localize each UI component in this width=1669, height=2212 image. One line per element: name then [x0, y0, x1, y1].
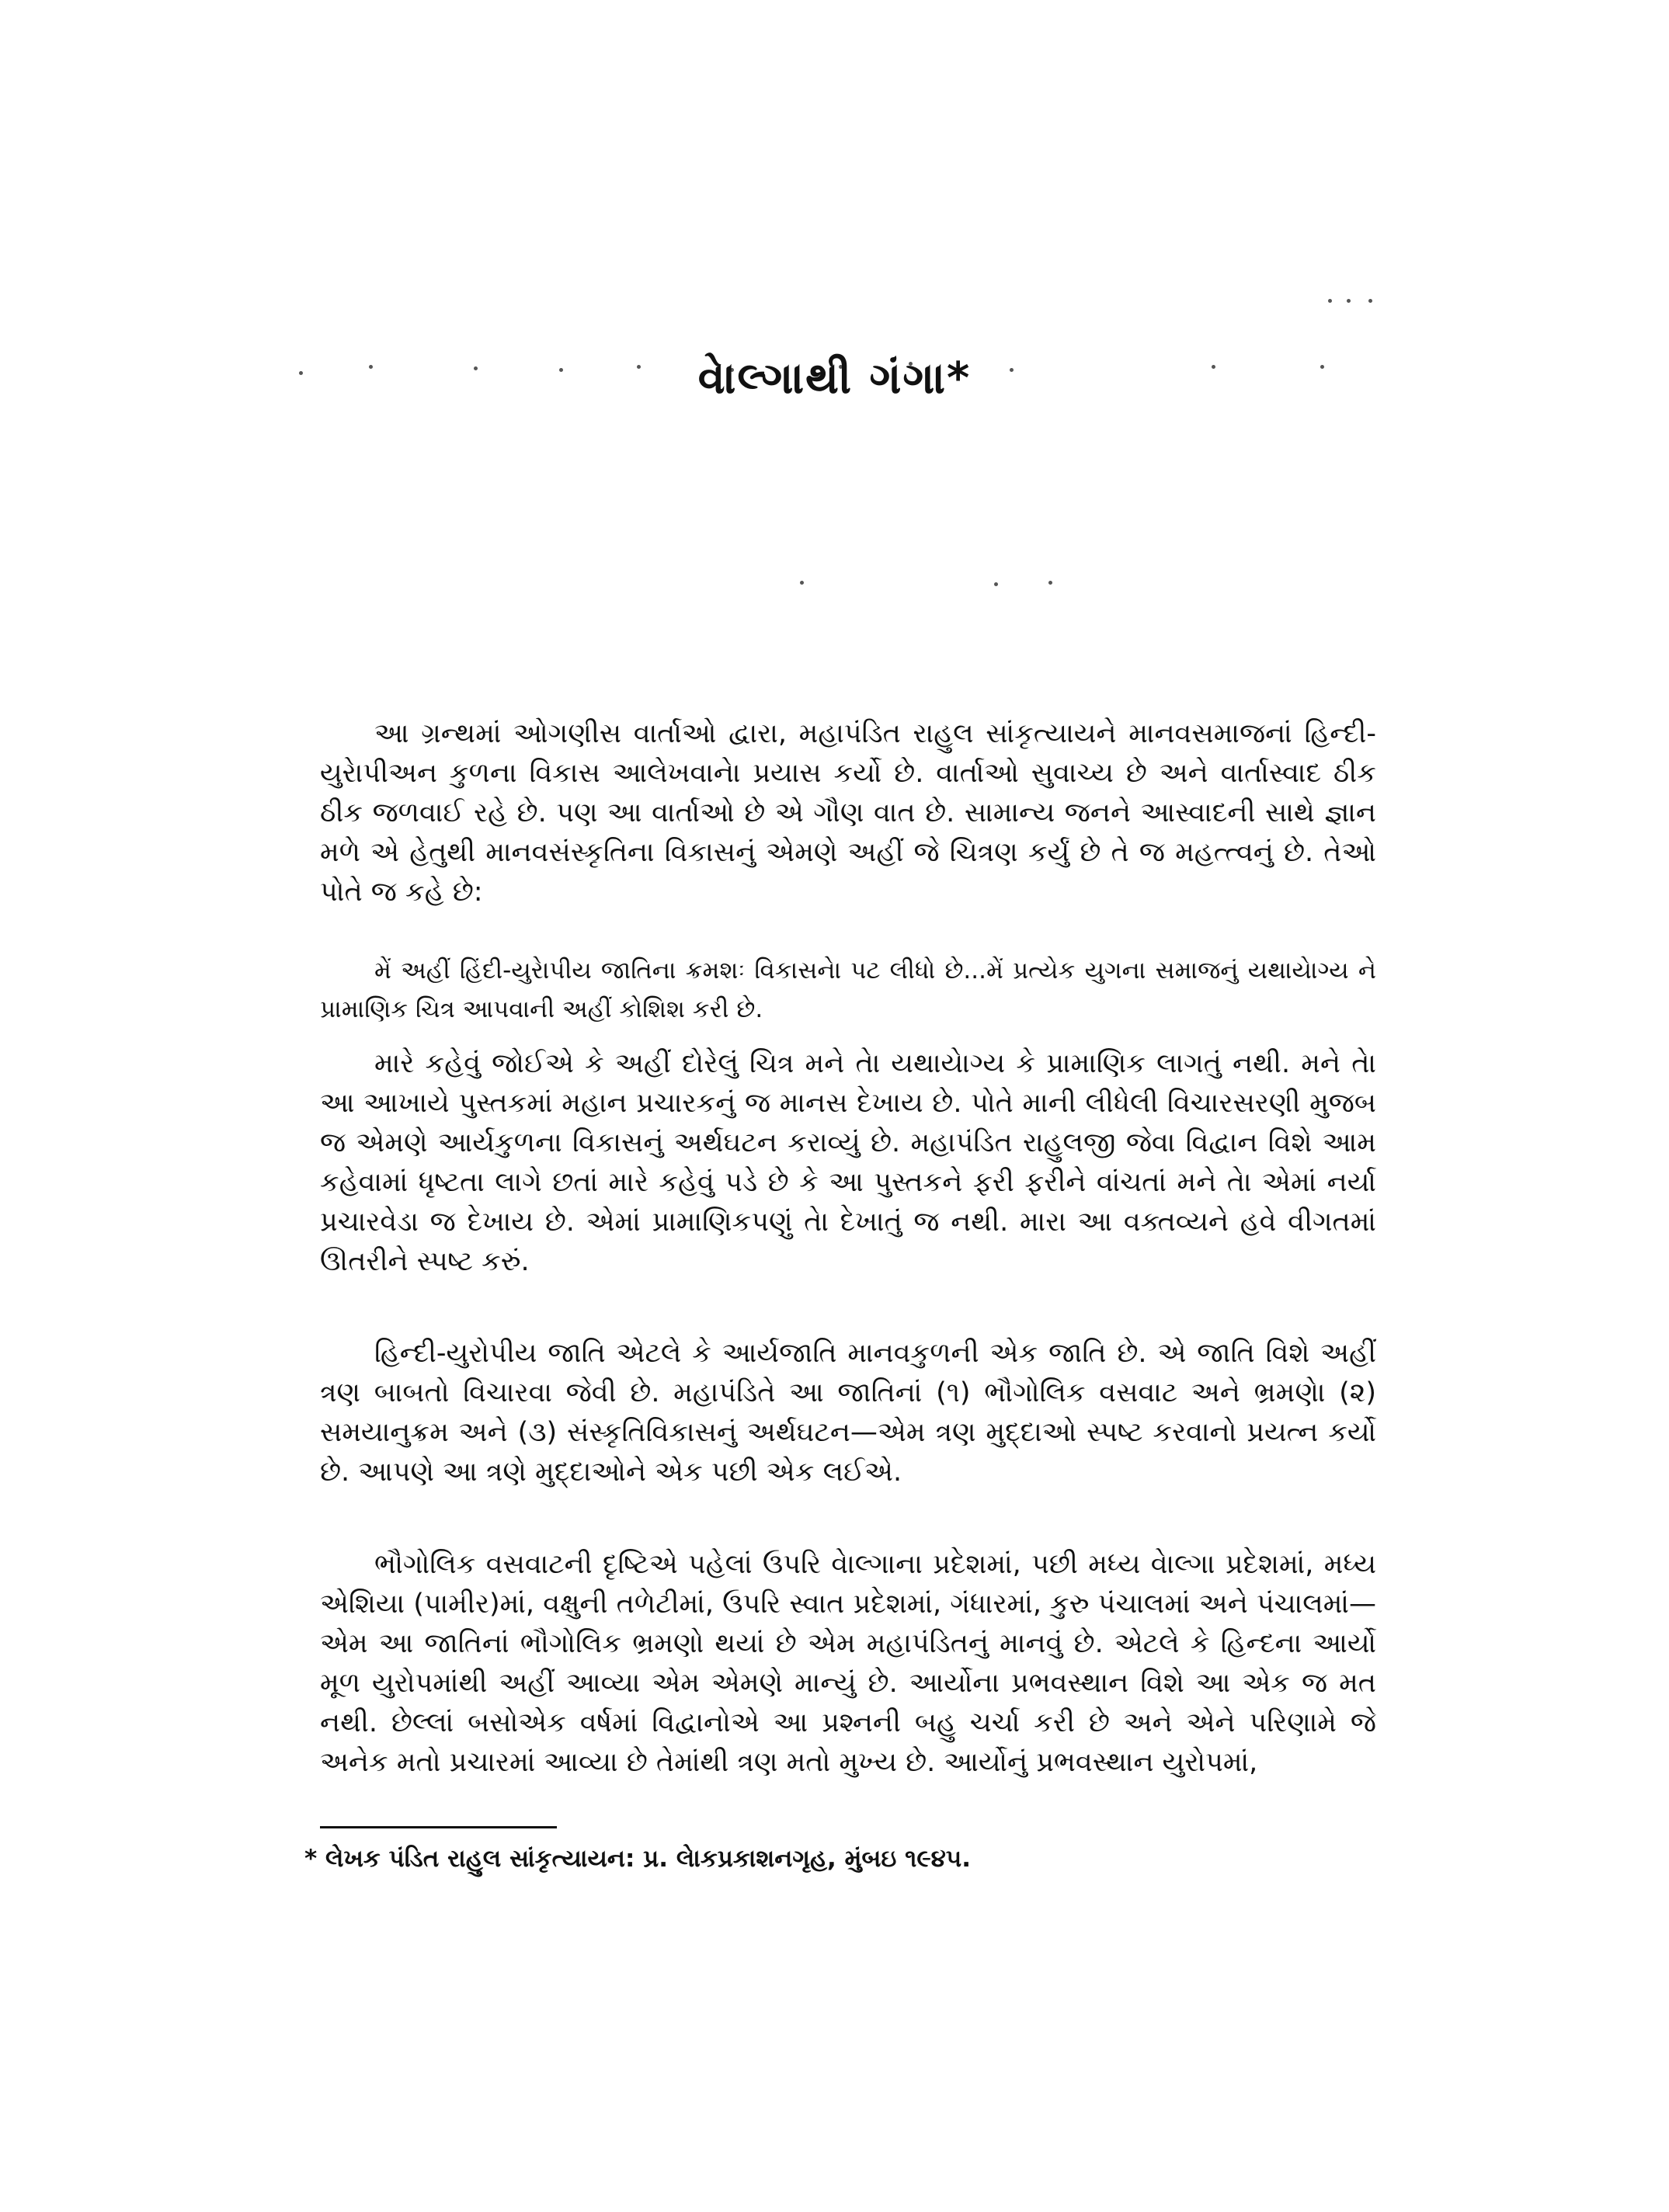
paragraph-critique: મારે કહેવું જોઈએ કે અહીં દોરેલું ચિત્ર મને તેા યથાયેાગ્ય કે પ્રામાણિક લાગતું નથી. મને તેા આ આખાયે પુસ્તકમાં મહાન પ્રચારકનું જ માનસ દેખાય છે. પોતે માની લીધેલી વિચારસરણી મુજબ જ એમણે આર્યકુળના વિકાસનું અર્થઘટન કરાવ્યું છે. મહાપંડિત રાહુલજી જેવા વિદ્વાન વિશે આમ કહેવામાં ધૃષ્ટતા લાગે છતાં મારે કહેવું પડે છે કે આ પુસ્તકને ફરી ફરીને વાંચતાં મને તેા એમાં નર્યા પ્રચારવેડા જ દેખાય છે. એમાં પ્રામાણિકપણું તેા દેખાતું જ નથી. મારા આ વક્તવ્યને હવે વીગતમાં ઊતરીને સ્પષ્ટ કરું.: [320, 1048, 1376, 1277]
scan-speckle-corner: [1328, 299, 1390, 305]
scan-speckle-mid: [800, 581, 1072, 587]
quoted-passage: મેં અહીં હિંદી-યુરેાપીય જાતિના ક્રમશઃ વિકાસનેા પટ લીધો છે...મેં પ્રત્યેક યુગના સમાજનું યથાયેાગ્ય ને પ્રામાણિક ચિત્ર આપવાની અહીં કોશિશ કરી છે.: [320, 957, 1376, 1023]
paragraph-three-points: હિન્દી-યુરોપીય જાતિ એટલે કે આર્યજાતિ માનવકુળની એક જાતિ છે. એ જાતિ વિશે અહીં ત્રણ બાબતો વિચારવા જેવી છે. મહાપંડિતે આ જાતિનાં (૧) ભૌગોલિક વસવાટ અને ભ્રમણેા (૨) સમયાનુક્રમ અને (૩) સંસ્કૃતિવિકાસનું અર્થઘટન—એમ ત્રણ મુદ્દાઓ સ્પષ્ટ કરવાનો પ્રયત્ન કર્યો છે. આપણે આ ત્રણે મુદ્દાઓને એક પછી એક લઈએ.: [320, 1338, 1376, 1488]
footnote: * લેખક પંડિત રાહુલ સાંકૃત્યાયન: પ્ર. લેાકપ્રકાશનગૃહ, મુંબઇ ૧૯૪૫.: [304, 1845, 972, 1873]
page-title: વેાલ્ગાથી ગંગા*: [697, 353, 972, 404]
paragraph-geography: ભૌગોલિક વસવાટની દૃષ્ટિએ પહેલાં ઉપરિ વેાલ્ગાના પ્રદેશમાં, પછી મધ્ય વેાલ્ગા પ્રદેશમાં, મધ્ય એશિયા (પામીર)માં, વક્ષુની તળેટીમાં, ઉપરિ સ્વાત પ્રદેશમાં, ગંધારમાં, કુરુ પંચાલમાં અને પંચાલમાં—એમ આ જાતિનાં ભૌગોલિક ભ્રમણો થયાં છે એમ મહાપંડિતનું માનવું છે. એટલે કે હિન્દના આર્યો મૂળ યુરોપમાંથી અહીં આવ્યા એમ એમણે માન્યું છે. આર્યોના પ્રભવસ્થાન વિશે આ એક જ મત નથી. છેલ્લાં બસોએક વર્ષમાં વિદ્વાનોએ આ પ્રશ્નની બહુ ચર્ચા કરી છે અને એને પરિણામે જે અનેક મતો પ્રચારમાં આવ્યા છે તેમાંથી ત્રણ મતો મુખ્ય છે. આર્યોનું પ્રભવસ્થાન યુરોપમાં,: [320, 1549, 1376, 1778]
paragraph-intro: આ ગ્રન્થમાં ઓગણીસ વાર્તાઓ દ્વારા, મહાપંડિત રાહુલ સાંકૃત્યાયને માનવસમાજનાં હિન્દી-યુરેાપીઅન કુળના વિકાસ આલેખવાનેા પ્રયાસ કર્યો છે. વાર્તાઓ સુવાચ્ય છે અને વાર્તાસ્વાદ ઠીક ઠીક જળવાઈ રહે છે. પણ આ વાર્તાઓ છે એ ગૌણ વાત છે. સામાન્ય જનને આસ્વાદની સાથે જ્ઞાન મળે એ હેતુથી માનવસંસ્કૃતિના વિકાસનું એમણે અહીં જે ચિત્રણ કર્યું છે તે જ મહત્ત્વનું છે. તેઓ પોતે જ કહે છે:: [320, 718, 1376, 908]
footnote-divider: [320, 1826, 557, 1828]
